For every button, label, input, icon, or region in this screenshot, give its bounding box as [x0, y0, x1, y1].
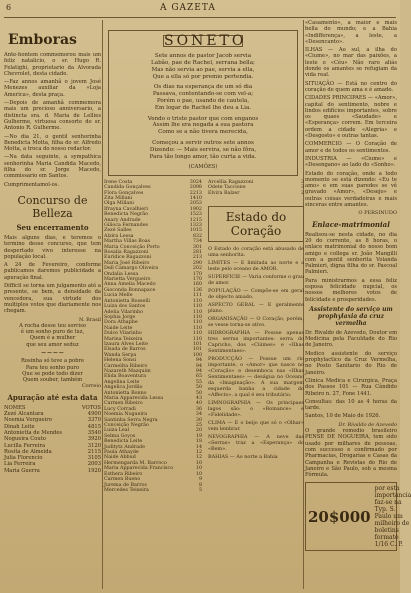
candidate-votes: 50: [195, 385, 202, 391]
candidate-votes: 94: [195, 358, 202, 364]
right-subcolumn: [208, 180, 304, 494]
candidate-votes: 110: [192, 298, 202, 304]
estado-text: [208, 246, 304, 460]
candidate-name: Carmelita Ribeiro: [104, 363, 148, 369]
sonnet-line: Que a ella só por premio pertendia.: [152, 73, 254, 80]
candidate-votes: 19: [195, 433, 202, 439]
sonnet-line: Começou a servir outros sete annos: [152, 140, 254, 147]
candidate-votes: 12: [195, 455, 202, 461]
candidate-votes: 110: [192, 304, 202, 310]
candidate-name: Lucy Corradi: [104, 406, 136, 412]
candidate-name: Irene Costa: [104, 179, 133, 185]
candidate-votes: 10: [195, 471, 202, 477]
candidate-name: Benedicta Negrão: [104, 212, 149, 218]
candidate-votes: 301: [192, 244, 202, 250]
candidate-votes: 832: [192, 233, 202, 239]
candidate-name: Marina Teixeira: [104, 336, 143, 342]
candidate-name: Ifrayna Cavalhieri: [104, 206, 148, 212]
paragraph: Consultas: das 10 as 4 horas da tarde.: [305, 398, 397, 412]
candidate-name: Zezé Salles: [104, 228, 132, 234]
vote-list-right: [208, 180, 304, 196]
candidate-votes: 18: [195, 439, 202, 445]
verse-divider: ~~~~: [40, 348, 65, 357]
paragraph: —Depois de amanhã commemora mais um precioso anniversario, a distincta sra. d. Maria de Lellies Gulherme, virtuosa consorte do sr. Antonio R. Gulherme.: [4, 100, 101, 132]
candidate-name: Esthera Ribeiro: [104, 471, 143, 477]
candidate-name: Elida Boaventura: [104, 374, 147, 380]
candidate-votes: 10: [195, 466, 202, 472]
candidate-votes: 50: [195, 390, 202, 396]
paragraph: Clinica Medica e Cirurgica, Praça dos Passos 101 — Rua Cândido Ribeiro n. 27, Fone 1441.: [305, 377, 397, 397]
page-number: 6: [6, 3, 12, 12]
candidate-name: Carmen Bueno: [104, 477, 141, 483]
enlace-text: [305, 232, 397, 303]
paragraph: NEVOGRAPHIA — A neve das «Serras» traz a «Esperança» do «Bem».: [208, 433, 304, 452]
paragraph: ASPECTO GERAL — E geralmente plano.: [208, 301, 304, 314]
sonnet-line: Para tão longo amor, tão curta a vida.: [149, 153, 257, 160]
candidate-name: Gilioca Fernandes: [104, 223, 149, 228]
candidate-name: Conceição Negrão: [104, 423, 149, 429]
sonnet-line: Dizendo: — Mais servira, se não fôra,: [149, 146, 257, 153]
candidate-name: Mercedes Teixeira: [104, 487, 149, 493]
candidate-name: Naide Abbud: [104, 455, 136, 461]
paragraph: INDUSTRIA — «Ciume» e «Desengano» ao lado do «Sonho».: [305, 155, 397, 169]
candidate-votes: 2098: [189, 185, 202, 191]
candidate-votes: 110: [192, 309, 202, 315]
candidate-votes: 101: [192, 347, 202, 353]
candidate-votes: 2213: [189, 190, 202, 196]
sonnet-box: [108, 30, 298, 176]
paragraph: Mais alguns dias, e teremos o termino desse concurso, que tem despertado vivo interesse na população local.: [4, 234, 101, 260]
candidate-name: Flora Gonçalves: [104, 190, 144, 196]
paragraph: ORGANISAÇÃO — O Coração, porém, se vesse torna-se ativo.: [208, 315, 304, 328]
candidate-votes: 65: [195, 374, 202, 380]
candidate-name: Candida Gonçalves: [104, 185, 151, 191]
paragraph: Ante-hontem commemorou mais um feliz natalicio, o sr. Hugo R. Felatighi, proprietario da Alvorada Chevrolet, desta cidade.: [4, 52, 101, 77]
paragraph: CIDADES PRINCIPAES — «Amor», capital do sentimento, nobre e lindos edifícios importantes, sobre os quaes «Saudade» e «Esperança» correm. Em terceira ordem a cidade «Alegria» e «Desgosto» e outras tantas.: [305, 95, 397, 140]
emboras-text: [4, 52, 101, 188]
paragraph: CLIMA — E o beijo que só o «Olhar» vem lembrar.: [208, 419, 304, 432]
candidate-name: Lucia Melle: [104, 293, 133, 299]
candidate-name: Hermengarda M. Barroco: [104, 460, 167, 466]
candidate-name: Noemia Vergueiro: [4, 417, 52, 424]
verse-line: Para teu sonho puro: [25, 364, 80, 371]
candidate-name: Dulce Vilarinho: [104, 331, 142, 337]
candidate-name: Marietta Vergueiro: [104, 277, 151, 283]
sonnet-stanza: [117, 84, 289, 111]
candidate-name: Helena Sonsi: [104, 358, 137, 364]
paragraph: A 24 de Fevereiro, conforme publicamos daremos publicidade a apuração final.: [4, 262, 101, 281]
paragraph: LIMITES — E limitada ao norte e a leste pelo oceano de AMOR.: [208, 259, 304, 272]
candidate-votes: 110: [192, 325, 202, 331]
candidate-votes: 2053: [189, 201, 202, 207]
verse-end: Correio: [81, 383, 101, 390]
paragraph: «Casamento», a maior e mais bella do mundo; e a Bahia «Indifferença», a leste, a «Desencanto».: [305, 20, 397, 45]
assistente-signature: Dr. Rivaldo de Azevedo: [338, 421, 397, 428]
candidate-name: Noemia Nogueira: [104, 412, 148, 418]
candidate-votes: 3920: [87, 436, 101, 443]
paragraph: —Na data seguinte, a sympathica senhorinha Maria Candida Macedo, filha do sr. Jorge Macedo, commissario em Santos.: [4, 154, 101, 180]
concurso-title: Concurso de Belleza: [17, 193, 88, 220]
apuracao-title: Apuração até esta data: [7, 392, 98, 402]
paragraph: Santos, 10 de Maio de 1926.: [305, 413, 381, 420]
candidate-name: Nazareth Mazquim: [104, 368, 151, 374]
candidate-votes: 30: [195, 417, 202, 423]
candidate-name: Dinah Leite: [4, 423, 35, 430]
candidate-votes: 1015: [189, 228, 202, 234]
candidate-name: Lia Ferreira: [4, 461, 36, 468]
results-list: [4, 411, 101, 474]
candidate-name: Antonietta Bonno: [104, 390, 147, 396]
candidate-name: Nogueira Couto: [4, 436, 46, 443]
candidate-name: Anna Amelia Macedo: [104, 282, 156, 288]
sonnet-line: Porém o pae, usando de cautela,: [156, 98, 250, 105]
paragraph: Difficil se torna um julgamento até a presente, se bem, a densidade da vencedora, sua virtude dos multiplos votos que diariamente nos chegam.: [4, 283, 101, 315]
verse-line: A rocha desse teu sorriso: [19, 322, 86, 329]
paragraph: Cumprimentamol-os.: [4, 181, 60, 188]
paragraph: —No dia 21, o gentil senhorinha Benedicta Motta, filha do sr. Alfredo Motta, a troca do nosso redactor.: [4, 133, 101, 153]
vote-list-left: [104, 180, 202, 494]
candidate-name: Angelica Jordão: [104, 385, 143, 391]
candidate-votes: 36: [195, 406, 202, 412]
candidate-votes: 40: [195, 401, 202, 407]
candidate-votes: 111: [192, 293, 202, 299]
candidate-votes: 1902: [189, 206, 202, 212]
candidate-votes: 8: [198, 482, 202, 488]
candidate-votes: 55: [195, 379, 202, 385]
candidate-name: Lucilla Ferreira: [4, 442, 46, 449]
verse-text-2: [4, 358, 101, 383]
candidate-name: Santinha Serra Negra: [104, 417, 158, 423]
assistente-text: [305, 330, 397, 420]
sonnet-line: Os dias na esperança de um só dia: [153, 84, 253, 91]
candidate-votes: 3540: [87, 429, 101, 436]
candidate-name: Jurema de Barros: [104, 482, 147, 488]
candidate-votes: 3: [300, 185, 304, 191]
estado-title: Estado do Coração: [208, 206, 304, 242]
encerramento-text: [4, 235, 101, 315]
verse-signature: N. Brasil: [78, 316, 101, 323]
candidate-name: Wanda Serpa: [104, 352, 137, 358]
candidate-name: Alzira Lessa: [104, 233, 134, 239]
sonnet-stanzas: [117, 53, 289, 160]
sonnet-line: Assim lhe era negada a sua pastora: [152, 122, 254, 129]
candidate-name: Rosita de Almeida: [4, 448, 52, 455]
candidate-name: Elvira Balzer: [208, 190, 240, 196]
paragraph: ILHAS — Ao sul, a ilha do «Ciume», no mar das paixões, a leste o «Céu» Não raro aliás donde os amantes se refugiam da vida real.: [305, 47, 397, 79]
candidate-votes: 25: [195, 423, 202, 429]
candidate-votes: 290: [192, 260, 202, 266]
enlace-title: Enlace-matrimonial: [312, 219, 390, 229]
sonnet-line: Labão, pae de Rachel, serrana bella;: [151, 60, 255, 67]
sonnet-author: (CAMÕES): [188, 164, 218, 171]
paragraph: LIMNOGRAPHIA — Os principaes lagos são: o «Romance» e «Fidelidade».: [208, 399, 304, 418]
candidate-name: Maria Conceição Porto: [104, 244, 160, 250]
candidate-votes: 5: [198, 487, 202, 493]
sonnet-line: Mas não servia ao pae, servia a ella,: [151, 66, 255, 73]
candidate-name: Antonietta de Mendes: [4, 429, 63, 436]
candidate-name: Luiza Leal: [104, 428, 130, 434]
candidate-votes: 136: [192, 287, 202, 293]
candidate-votes: 4815: [87, 423, 101, 430]
candidate-name: Gioconda Bonnapace: [104, 287, 156, 293]
candidate-votes: 160: [192, 282, 202, 288]
candidate-name: Izaura Alves Leite: [104, 341, 148, 347]
candidate-votes: 110: [192, 314, 202, 320]
candidate-name: Odete Taccione: [208, 185, 246, 191]
candidate-name: Paula Athayde: [104, 450, 139, 456]
candidate-name: Julia Florencio: [4, 455, 43, 462]
candidate-name: Olga Millani: [104, 201, 134, 207]
candidate-votes: 1410: [189, 195, 202, 201]
candidate-votes: 1523: [189, 212, 202, 218]
candidate-name: Rosalia Ragazzoni: [104, 250, 149, 256]
paragraph: Para ministrarmos a essa feliz esposa felicidade nupcial, os nossos melhores votos de felicidade e prosperidades.: [305, 277, 397, 303]
candidate-name: Dell Camargo Oliveira: [104, 266, 159, 272]
candidate-votes: 110: [192, 320, 202, 326]
candidate-votes: 2003: [87, 461, 101, 468]
candidate-name: Maria José Ribeiro: [104, 260, 150, 266]
candidate-name: Angelina Leite: [104, 379, 140, 385]
encerramento-title: Seu encerramento: [16, 222, 89, 232]
candidate-name: Antonietta Rosselli: [104, 298, 150, 304]
page-header: [0, 3, 400, 16]
candidate-name: Carmen Ribeiro: [104, 401, 143, 407]
column-left: [4, 20, 101, 589]
paragraph: —Faz annos amanhã o jovem José Menezes auxiliar da «Loja America», desta praça.: [4, 79, 101, 98]
candidate-votes: 3370: [87, 417, 101, 424]
paragraph: Estado do coração, onde a todo momento se está dizendo: «Eu te amo» e em suas paredes se vê gravado «Amor», «Desejo» e outras coisas verdadeiras e mais sinceras entre amantes.: [305, 170, 397, 209]
candidate-name: Maria Guerra: [4, 467, 40, 474]
candidate-votes: 100: [192, 352, 202, 358]
emboras-title: Emboras: [8, 32, 77, 48]
candidate-name: Naide Leite: [104, 325, 133, 331]
paragraph: HIDROGRAPHIA — Possue apenas tres serras importantes: serra do Capricho, dos «Ciúmes» e «Ilhas Sentimentaes».: [208, 329, 304, 354]
column-middle: [104, 20, 302, 589]
paragraph: Realisou-se nesta cidade, no dia 20 do corrente, as 8 horas, o enlace matrimonial do nosso bom amigo e collega sr. João Mangilli com a gentil senhorita Volanda Palmieri, digna filha do sr. Pascoal Palmieri.: [305, 231, 397, 276]
header-rule: [4, 17, 396, 18]
candidate-name: Selma Goyos: [104, 433, 136, 439]
candidate-votes: 2: [300, 190, 304, 196]
candidate-name: Zezé Alcantara: [4, 411, 44, 418]
column-right: [305, 20, 411, 589]
verse-line: Que se pode todo dizer: [22, 370, 83, 377]
sonnet-stanza: [117, 116, 289, 136]
ad-price: 20$000: [308, 507, 371, 526]
verse-line: é um sonho puro de luz,: [20, 329, 85, 336]
candidate-name: Martha Villas Boas: [104, 239, 151, 245]
paragraph: COMMERCIO — O Coração de amor e de todos os sentimentos.: [305, 141, 397, 154]
candidate-name: Maria Apparecida Francisco: [104, 466, 174, 472]
candidate-name: Maria Apparecida Lessa: [104, 396, 164, 401]
sonnet-line: Como se a não tivera merecida,: [158, 129, 248, 136]
candidate-votes: 110: [192, 331, 202, 337]
candidate-votes: 4900: [87, 411, 101, 418]
candidate-votes: 94: [195, 368, 202, 374]
result-row: [4, 468, 101, 474]
sonnet-line: Vendo o triste pastor que com enganos: [147, 115, 259, 122]
candidate-votes: 3105: [87, 455, 101, 462]
sonnet-line: Passava, contentando-se com vel-a;: [152, 91, 254, 98]
candidate-name: Zita Millani: [104, 195, 133, 201]
sonnet-line: Sete annos de pastor Jacob servia: [154, 53, 252, 60]
candidate-name: Juditytz Andrade: [104, 444, 145, 450]
candidate-votes: 43: [195, 396, 202, 401]
candidate-votes: 734: [192, 239, 202, 245]
candidate-votes: 94: [195, 363, 202, 369]
candidate-name: Ondalia Lessa: [104, 271, 139, 277]
verse-line: Quem é a mulher: [29, 335, 76, 342]
candidate-name: Elsada de Barros: [104, 347, 146, 353]
sonnet-line: Em logar de Rachel lhe deu a Lia.: [154, 104, 252, 111]
candidate-name: Sophia Jorge: [104, 314, 136, 320]
votes-label: VOTOS: [81, 404, 101, 411]
candidate-votes: 170: [192, 271, 202, 277]
verse-line: que seu amor seduz: [26, 341, 79, 348]
candidate-votes: 14: [195, 444, 202, 450]
paragraph: PRODUCÇÃO — Possue um rio importante, o «Amor» que nasce no «Coração» e desemboca nas «Ilhas Sentimentaes» — deságua no Oceano da «Imaginação». A sua margem esquerda banha a cidade do «Affecto», a qual é seu tributário.: [208, 355, 304, 398]
candidate-name: Luiza dos Santos: [104, 304, 146, 310]
paragraph: O grande remedio brasileiro PENSE DE NOGUEIRA, tem sido usado por milhares de pessoas, com successo e confirmado por Pharmacias, Drogarias e Casas da Campanha e Revistas do Rio de Janeiro e São Paulo, sob a mesma Fórmula.: [305, 428, 397, 479]
candidate-votes: 9: [198, 477, 202, 483]
paragraph: O Estado do coração está abusado de uma senhorita.: [208, 245, 304, 258]
candidate-votes: 12: [195, 450, 202, 456]
candidate-votes: 34: [195, 412, 202, 418]
candidate-votes: 20: [195, 428, 202, 434]
candidate-votes: 281: [192, 250, 202, 256]
candidate-name: Adelia Vilarinho: [104, 309, 144, 315]
paper-name: A GAZETA: [160, 3, 216, 13]
paragraph: SUPERFICIE — Varia conforme o grau de amor.: [208, 273, 304, 286]
coracao-continued-text: [305, 20, 397, 208]
candidate-votes: 202: [192, 266, 202, 272]
candidate-votes: 1323: [189, 223, 202, 228]
remedio-text: [305, 428, 397, 478]
candidate-name: Arcellia Ragazzoni: [208, 179, 254, 185]
paragraph: POPULAÇÃO — Compõe-se em geral de objecto amado.: [208, 287, 304, 300]
sonnet-stanza: [117, 140, 289, 160]
sonnet-stanza: [117, 53, 289, 80]
candidate-name: Dora Athaphe: [104, 320, 138, 326]
verse-text: [4, 323, 101, 348]
candidate-votes: 1215: [189, 217, 202, 223]
candidate-votes: 110: [192, 336, 202, 342]
candidate-name: Anary Andrade: [104, 217, 141, 223]
candidate-votes: 3120: [87, 442, 101, 449]
paragraph: SITUAÇÃO — Está no centro do coração de quem ama e é amado.: [305, 80, 397, 93]
candidate-votes: 3: [300, 179, 304, 185]
paragraph: BAHIAS — Ao norte a Bahia: [208, 453, 278, 460]
candidate-votes: 10: [195, 460, 202, 466]
ad-text: por esta importancia faz-se na Typ. S. Paulo um milheiro de boletins formato 1/16 C. P.: [374, 485, 411, 549]
candidate-name: Benedicta Leite: [104, 439, 143, 445]
assistente-title: Assistente do serviço um prophylaxia da cruz vermelha: [309, 305, 393, 327]
verse-line: Rosinha só teve a pobre: [20, 358, 85, 365]
print-ad: [305, 482, 411, 551]
candidate-votes: 3024: [189, 179, 202, 185]
sonnet-title: SONETO: [164, 33, 247, 49]
candidate-votes: 1920: [87, 467, 101, 474]
candidate-votes: 170: [192, 277, 202, 283]
candidate-votes: 213: [192, 255, 202, 261]
paragraph: Dr. Rivaldo de Azevedo, Doutor em Medicina pela Faculdade do Rio de Janeiro.: [305, 329, 397, 349]
paragraph: Medico assistente do serviço prophylactico da Cruz Vermelha, no Posto Sanitario do Rio de Janeiro.: [305, 350, 397, 376]
column-divider: [102, 20, 103, 589]
candidate-votes: 101: [192, 341, 202, 347]
top-signature: O PERSINUDO: [358, 210, 397, 217]
candidate-votes: 2115: [87, 448, 101, 455]
names-label: NOMES: [4, 404, 26, 411]
verse-line: Quem souber, também: [22, 377, 83, 384]
candidate-name: Euridice Ragazzoni: [104, 255, 152, 261]
